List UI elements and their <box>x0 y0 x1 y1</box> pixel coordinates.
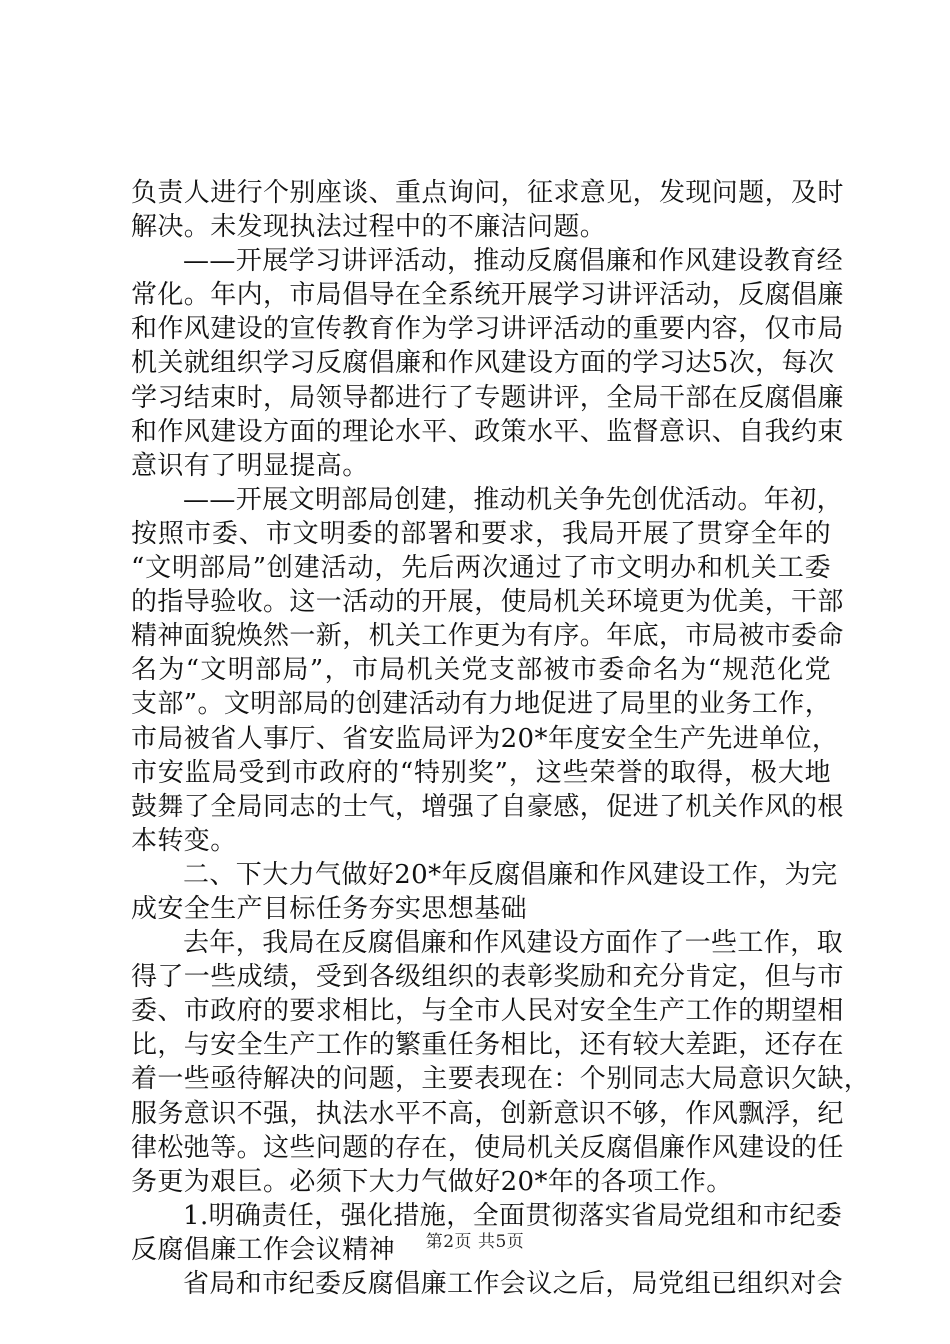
text-line: 常化。年内，市局倡导在全系统开展学习讲评活动，反腐倡廉 <box>131 280 844 311</box>
subsection-heading-line: 1.明确责任，强化措施，全面贯彻落实省局党组和市纪委 <box>183 1200 843 1231</box>
subsection-heading-line: 反腐倡廉工作会议精神 <box>131 1234 396 1265</box>
text-line: 意识有了明显提高。 <box>131 450 369 481</box>
text-line: 学习结束时，局领导都进行了专题讲评，全局干部在反腐倡廉 <box>131 382 844 413</box>
text-line: ——开展文明部局创建，推动机关争先创优活动。年初， <box>183 484 844 515</box>
text-line: ——开展学习讲评活动，推动反腐倡廉和作风建设教育经 <box>183 246 844 277</box>
text-line: 名为“文明部局”，市局机关党支部被市委命名为“规范化党 <box>131 655 831 686</box>
text-line: 比，与安全生产工作的繁重任务相比，还有较大差距，还存在 <box>131 1030 844 1061</box>
text-line: 务更为艰巨。必须下大力气做好20*年的各项工作。 <box>131 1166 733 1197</box>
text-line: 和作风建设方面的理论水平、政策水平、监督意识、自我约束 <box>131 416 844 447</box>
text-line: 省局和市纪委反腐倡廉工作会议之后，局党组已组织对会 <box>183 1269 844 1299</box>
document-body <box>131 176 871 1301</box>
section-heading-line: 成安全生产目标任务夯实思想基础 <box>131 893 528 924</box>
text-line: 机关就组织学习反腐倡廉和作风建设方面的学习达5次，每次 <box>131 348 835 379</box>
text-line: 市安监局受到市政府的“特别奖”，这些荣誉的取得，极大地 <box>131 757 831 788</box>
text-line: 市局被省人事厅、省安监局评为20*年度安全生产先进单位， <box>131 723 839 754</box>
text-line: 律松弛等。这些问题的存在，使局机关反腐倡廉作风建设的任 <box>131 1132 844 1163</box>
text-line: 服务意识不强，执法水平不高，创新意识不够，作风飘浮，纪 <box>131 1098 844 1129</box>
text-line: “文明部局”创建活动，先后两次通过了市文明办和机关工委 <box>131 553 831 584</box>
text-line: 的指导验收。这一活动的开展，使局机关环境更为优美，干部 <box>131 587 844 618</box>
text-line: 按照市委、市文明委的部署和要求，我局开展了贯穿全年的 <box>131 518 831 549</box>
page-number-footer: 第2页 共5页 <box>425 1232 525 1252</box>
text-line: 本转变。 <box>131 825 237 856</box>
text-line: 精神面貌焕然一新，机关工作更为有序。年底，市局被市委命 <box>131 621 844 652</box>
text-line: 去年，我局在反腐倡廉和作风建设方面作了一些工作，取 <box>183 928 844 959</box>
text-line: 委、市政府的要求相比，与全市人民对安全生产工作的期望相 <box>131 996 844 1027</box>
text-line: 支部”。文明部局的创建活动有力地促进了局里的业务工作， <box>131 689 832 720</box>
text-line: 解决。未发现执法过程中的不廉洁问题。 <box>131 212 607 243</box>
text-line: 鼓舞了全局同志的士气，增强了自豪感，促进了机关作风的根 <box>131 791 844 822</box>
text-line: 得了一些成绩，受到各级组织的表彰奖励和充分肯定，但与市 <box>131 962 844 993</box>
section-heading-line: 二、下大力气做好20*年反腐倡廉和作风建设工作，为完 <box>183 859 838 890</box>
text-line: 着一些亟待解决的问题，主要表现在：个别同志大局意识欠缺， <box>131 1064 871 1095</box>
text-line: 负责人进行个别座谈、重点询问，征求意见，发现问题，及时 <box>131 178 844 208</box>
text-line: 和作风建设的宣传教育作为学习讲评活动的重要内容，仅市局 <box>131 314 844 345</box>
